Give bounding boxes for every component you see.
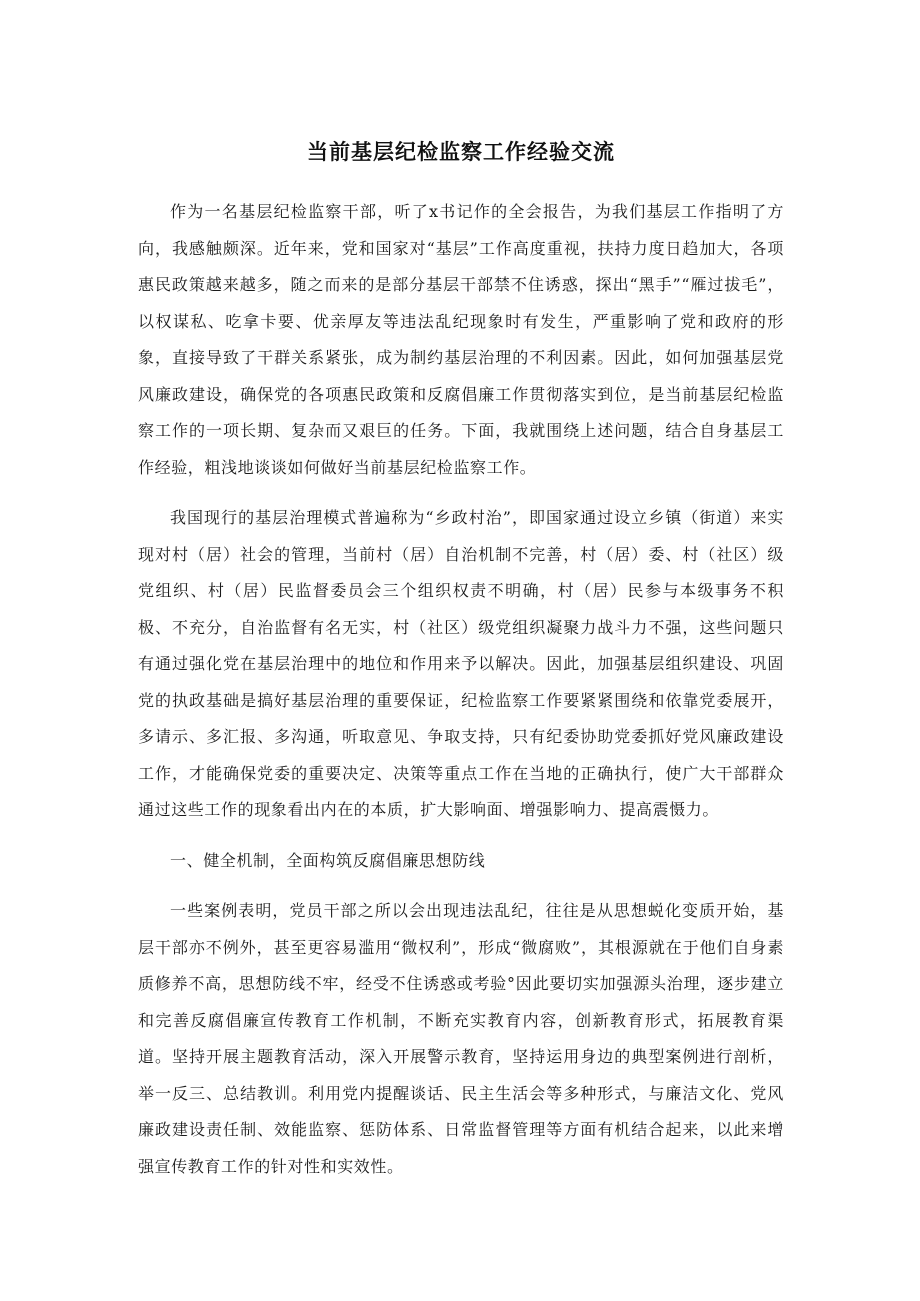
body-paragraph-governance: 我国现行的基层治理模式普遍称为“乡政村治”，即国家通过设立乡镇（街道）来实现对村（居）社会的管理，当前村（居）自治机制不完善，村（居）委、村（社区）级党组织、村（居）民监督委员会三个组织权责不明确，村（居）民参与本级事务不积极、不充分，自治监督有名无实，村（社区）级党组织凝聚力战斗力不强，这些问题只有通过强化党在基层治理中的地位和作用来予以解决。因此，加强基层组织建设、巩固党的执政基础是搞好基层治理的重要保证，纪检监察工作要紧紧围绕和依靠党委展开，多请示、多汇报、多沟通，听取意见、争取支持，只有纪委协助党委抓好党风廉政建设工作，才能确保党委的重要决定、决策等重点工作在当地的正确执行，使广大干部群众通过这些工作的现象看出内在的本质，扩大影响面、增强影响力、提高震慑力。 [138, 508, 784, 819]
document-title: 当前基层纪检监察工作经验交流 [307, 140, 615, 164]
body-paragraph-mechanism: 一些案例表明，党员干部之所以会出现违法乱纪，往往是从思想蜕化变质开始，基层干部亦不例外，甚至更容易滥用“微权利”，形成“微腐败”，其根源就在于他们自身素质修养不高，思想防线不牢，经受不住诱惑或考验°因此要切实加强源头治理，逐步建立和完善反腐倡廉宣传教育工作机制，不断充实教育内容，创新教育形式，拓展教育渠道。坚持开展主题教育活动，深入开展警示教育，坚持运用身边的典型案例进行剖析，举一反三、总结教训。利用党内提醒谈话、民主生活会等多种形式，与廉洁文化、党风廉政建设责任制、效能监察、惩防体系、日常监督管理等方面有机结合起来，以此来增强宣传教育工作的针对性和实效性。 [138, 901, 784, 1176]
body-paragraph-intro: 作为一名基层纪检监察干部，听了x书记作的全会报告，为我们基层工作指明了方向，我感触颇深。近年来，党和国家对“基层”工作高度重视，扶持力度日趋加大，各项惠民政策越来越多，随之而来的是部分基层干部禁不住诱惑，探出“黑手”“雁过拔毛”，以权谋私、吃拿卡要、优亲厚友等违法乱纪现象时有发生，严重影响了党和政府的形象，直接导致了干群关系紧张，成为制约基层治理的不利因素。因此，如何加强基层党风廉政建设，确保党的各项惠民政策和反腐倡廉工作贯彻落实到位，是当前基层纪检监察工作的一项长期、复杂而又艰巨的任务。下面，我就围绕上述问题，结合自身基层工作经验，粗浅地谈谈如何做好当前基层纪检监察工作。 [138, 202, 784, 477]
section-heading-1: 一、健全机制，全面构筑反腐倡廉思想防线 [170, 850, 486, 870]
